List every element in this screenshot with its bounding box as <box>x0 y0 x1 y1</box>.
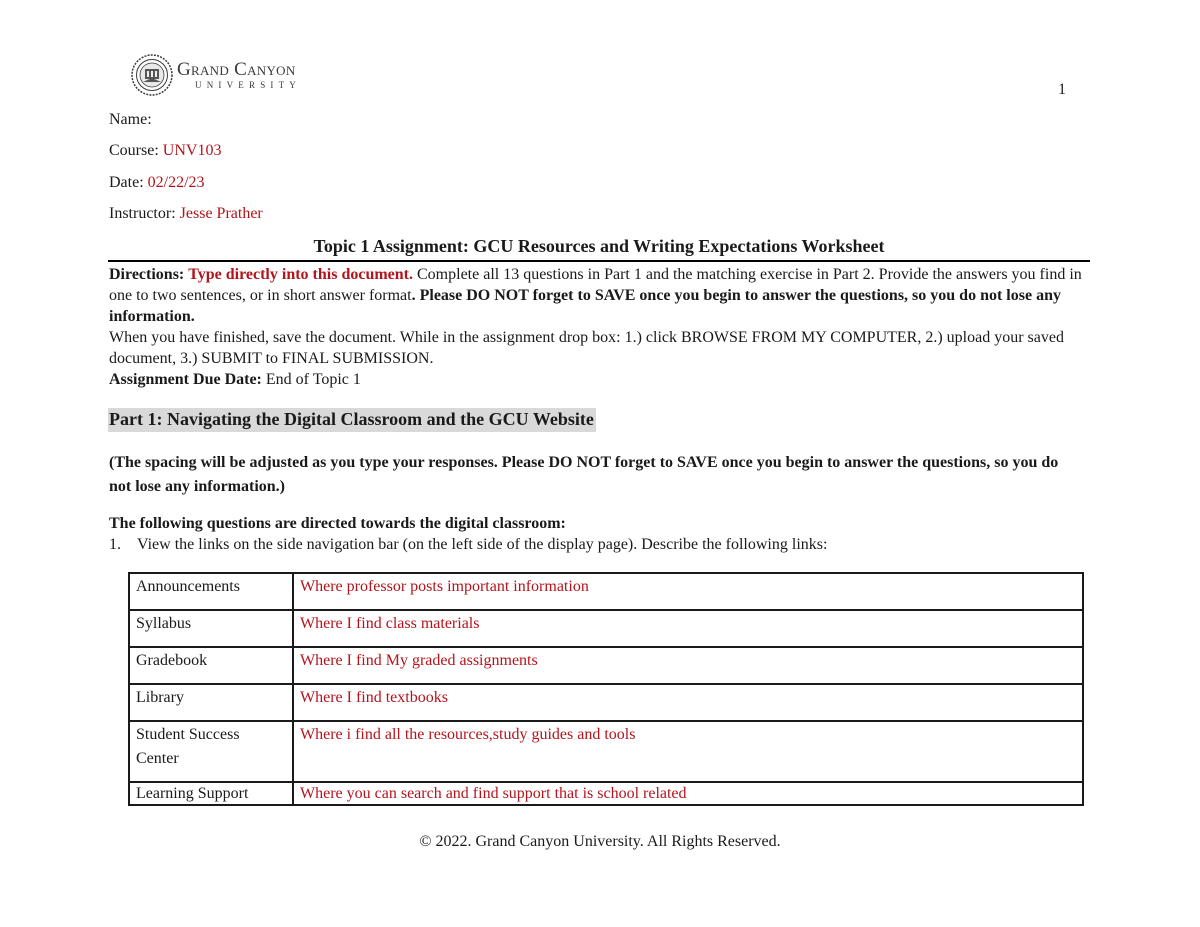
directions-paragraph <box>109 264 1094 327</box>
link-label-cell: Gradebook <box>129 647 293 684</box>
link-label-cell: Announcements <box>129 573 293 610</box>
page-number: 1 <box>1058 81 1066 98</box>
spacing-note: (The spacing will be adjusted as you type your responses. Please DO NOT forget to SAVE once you begin to answer the questions, so you do not lose any information.) <box>109 454 1059 495</box>
course-value[interactable]: UNV103 <box>162 142 222 159</box>
link-answer-cell[interactable]: Where I find textbooks <box>293 684 1083 721</box>
table-row <box>129 782 1083 805</box>
instructor-value[interactable]: Jesse Prather <box>179 205 263 222</box>
document-title: Topic 1 Assignment: GCU Resources and Writing Expectations Worksheet <box>313 236 885 256</box>
course-field <box>109 142 221 160</box>
directions-label: Directions: <box>109 266 185 283</box>
link-answer-cell[interactable]: Where I find My graded assignments <box>293 647 1083 684</box>
directions-block <box>109 264 1094 390</box>
link-label-cell: Library <box>129 684 293 721</box>
question-1-text: View the links on the side navigation bar (on the left side of the display page). Describe the following links: <box>137 536 828 553</box>
instructor-label: Instructor: <box>109 205 176 222</box>
gcu-seal-icon <box>131 54 173 96</box>
link-label-cell: Syllabus <box>129 610 293 647</box>
link-answer-cell[interactable]: Where professor posts important information <box>293 573 1083 610</box>
name-label: Name: <box>109 111 152 128</box>
due-date-line <box>109 369 1094 390</box>
date-field <box>109 174 205 192</box>
table-row <box>129 721 1083 782</box>
link-answer-cell[interactable]: Where you can search and find support that is school related <box>293 782 1083 805</box>
digital-classroom-subheading: The following questions are directed towards the digital classroom: <box>109 515 566 532</box>
logo-subtitle: UNIVERSITY <box>195 80 301 90</box>
due-date-label: Assignment Due Date: <box>109 371 262 388</box>
link-answer-cell[interactable]: Where I find class materials <box>293 610 1083 647</box>
link-answer-cell[interactable]: Where i find all the resources,study guides and tools <box>293 721 1083 782</box>
link-label-cell: Student Success Center <box>129 721 293 782</box>
logo-name: Grand Canyon <box>177 59 296 80</box>
gcu-logo <box>131 54 301 96</box>
directions-text: Complete all 13 questions in Part 1 and the matching exercise in Part 2. Provide the answers you find in one to two sentences, or in short answer format <box>109 266 1082 304</box>
due-date-value: End of Topic 1 <box>261 371 361 388</box>
question-1-number: 1. <box>109 536 121 553</box>
question-1 <box>109 536 827 554</box>
navigation-links-table <box>128 572 1084 806</box>
title-rule <box>108 260 1090 262</box>
course-label: Course: <box>109 142 159 159</box>
table-row <box>129 610 1083 647</box>
directions-highlight: Type directly into this document. <box>188 266 413 283</box>
table-row <box>129 684 1083 721</box>
link-label-cell: Learning Support <box>129 782 293 805</box>
date-label: Date: <box>109 174 144 191</box>
table-row <box>129 573 1083 610</box>
directions-save-warning: . Please DO NOT forget to SAVE once you begin to answer the questions, so you do not lose any information. <box>109 287 1061 325</box>
name-field <box>109 111 152 129</box>
table-row <box>129 647 1083 684</box>
date-value[interactable]: 02/22/23 <box>147 174 205 191</box>
part1-heading: Part 1: Navigating the Digital Classroom and the GCU Website <box>108 408 596 432</box>
copyright-footer: © 2022. Grand Canyon University. All Rights Reserved. <box>419 833 781 850</box>
submission-instructions: When you have finished, save the document. While in the assignment drop box: 1.) click BROWSE FROM MY COMPUTER, 2.) upload your saved document, 3.) SUBMIT to FINAL SUBMISSION. <box>109 329 1064 367</box>
instructor-field <box>109 205 263 223</box>
